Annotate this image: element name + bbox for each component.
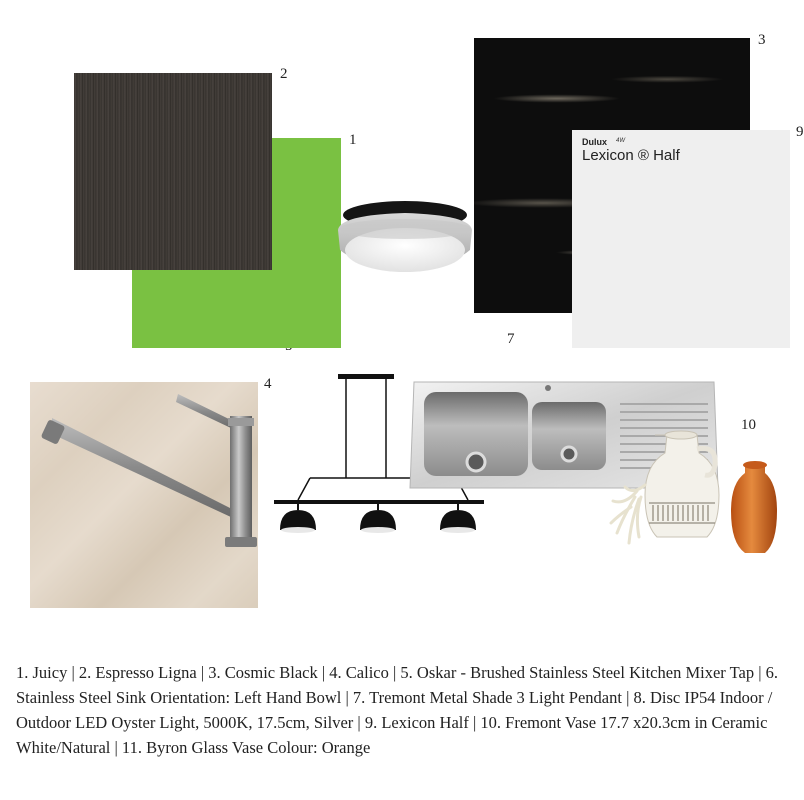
paint-code: 4W — [616, 138, 625, 144]
label-number-10: 10 — [741, 417, 756, 433]
mixer-tap-image — [30, 382, 258, 608]
paint-name: Lexicon ® Half — [582, 147, 680, 164]
label-number-1: 1 — [349, 132, 357, 148]
label-number-2: 2 — [280, 66, 288, 82]
products-caption: 1. Juicy | 2. Espresso Ligna | 3. Cosmic Black | 4. Calico | 5. Oskar - Brushed Stainless Steel Kitchen Mixer Tap | 6. Stainless Steel Sink Orientation: Left Hand Bowl | 7. Tremont Metal Shade 3 Light Pendant | 8. Disc IP54 Indoor / Outdoor LED Oyster Light, 5000K, 17.5cm, Silver | 9. Lexicon Half | 10. Fremont Vase 17.7 x20.3cm in Ceramic White/Natural | 11. Byron Glass Vase Colour: Orange — [16, 663, 779, 757]
label-number-7: 7 — [507, 331, 515, 347]
espresso-ligna-swatch — [74, 73, 272, 270]
lexicon-half-paint-card — [572, 130, 790, 348]
label-number-4: 4 — [264, 376, 272, 392]
paint-brand-logo: Dulux — [582, 137, 608, 147]
label-number-3: 3 — [758, 32, 766, 48]
label-number-9: 9 — [796, 124, 804, 140]
vases-image — [605, 425, 785, 560]
oyster-light-image — [330, 195, 480, 295]
